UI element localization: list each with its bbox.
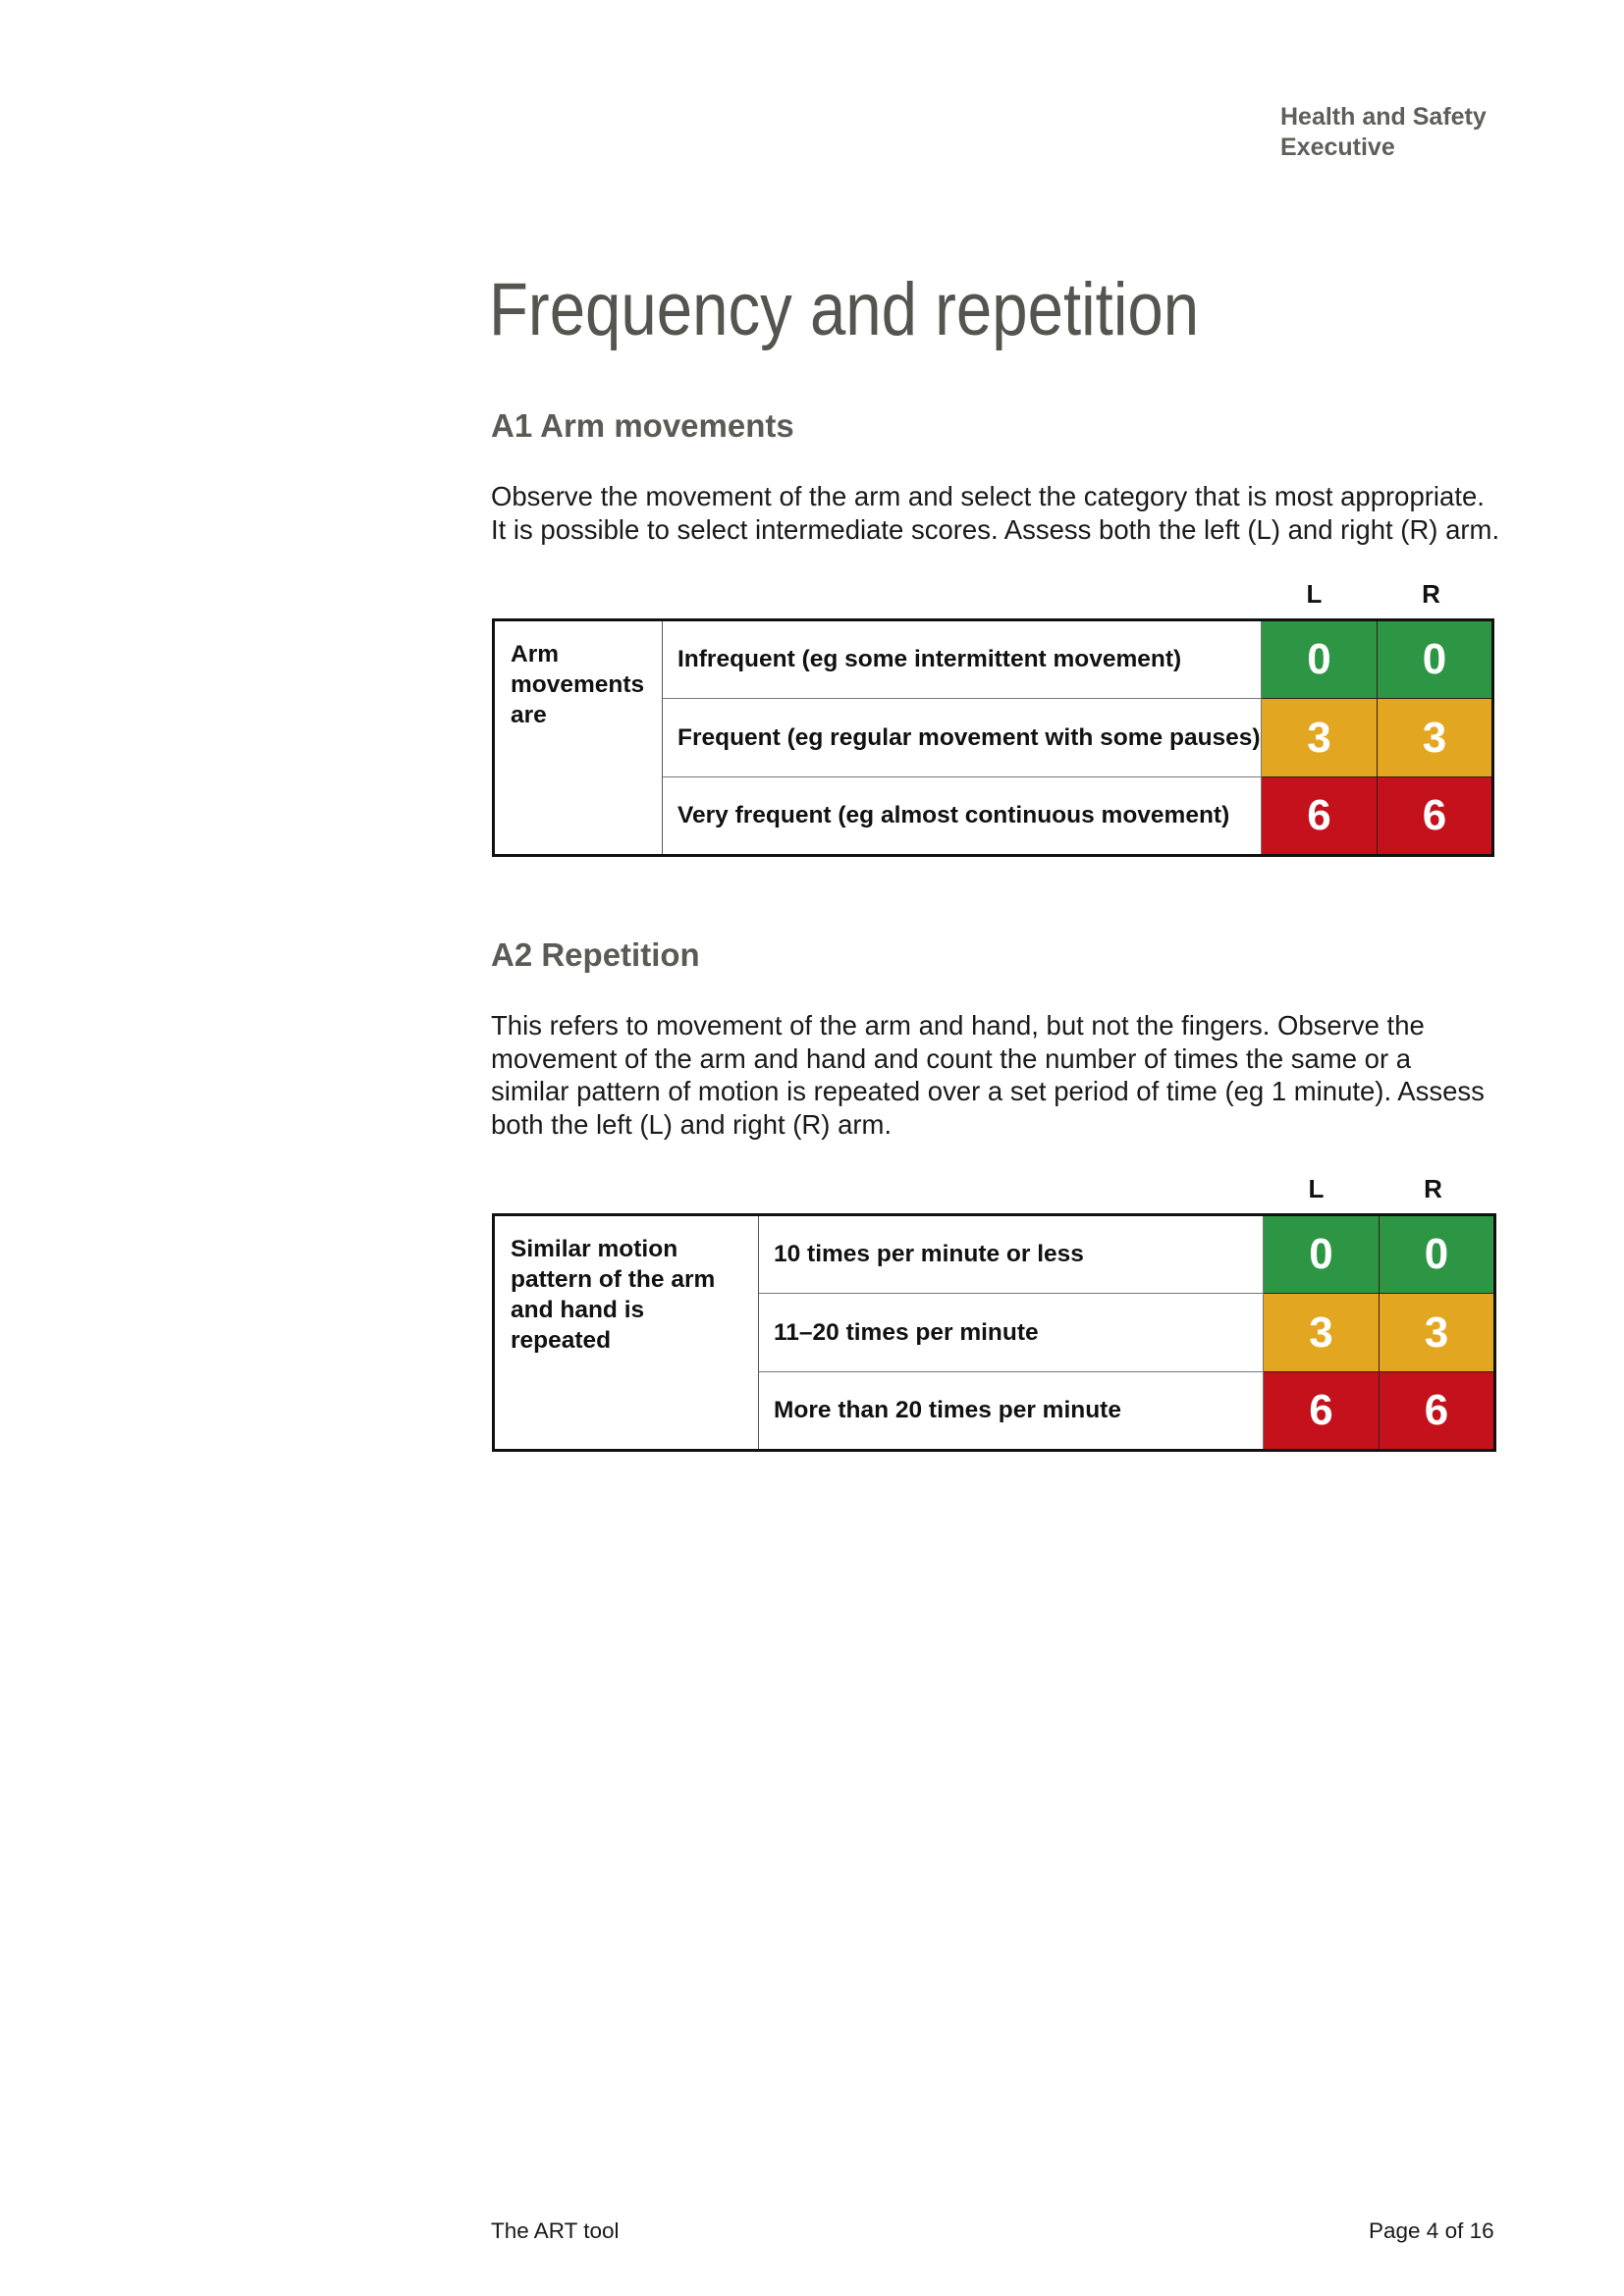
column-header-left: L — [1306, 579, 1323, 609]
intro-line: This refers to movement of the arm and hand, but not the fingers. Observe the — [491, 1010, 1425, 1041]
score-cell-left[interactable]: 6 — [1264, 1372, 1380, 1451]
score-cell-right[interactable]: 3 — [1380, 1294, 1495, 1372]
score-cell-left[interactable]: 3 — [1264, 1294, 1380, 1372]
score-table-a2 — [492, 1213, 1496, 1452]
section-heading-a2: A2 Repetition — [491, 936, 700, 973]
option-label: Very frequent (eg almost continuous movement) — [663, 777, 1262, 856]
intro-line: both the left (L) and right (R) arm. — [491, 1108, 893, 1140]
score-cell-right[interactable]: 6 — [1378, 777, 1493, 856]
score-cell-right[interactable]: 6 — [1380, 1372, 1495, 1451]
option-label: More than 20 times per minute — [759, 1372, 1264, 1451]
footer-document-name: The ART tool — [491, 2218, 620, 2243]
row-group-label: Similar motion pattern of the arm and hand is repeated — [494, 1215, 759, 1451]
table-row — [494, 1215, 1495, 1294]
score-cell-left[interactable]: 0 — [1262, 620, 1378, 699]
column-header-left: L — [1308, 1174, 1325, 1203]
intro-line: It is possible to select intermediate scores. Assess both the left (L) and right (R) arm. — [491, 513, 1500, 545]
option-label: Frequent (eg regular movement with some pauses) — [663, 699, 1262, 777]
score-cell-left[interactable]: 6 — [1262, 777, 1378, 856]
score-cell-right[interactable]: 3 — [1378, 699, 1493, 777]
column-header-right: R — [1424, 1174, 1442, 1203]
score-cell-left[interactable]: 3 — [1262, 699, 1378, 777]
column-header-right: R — [1422, 579, 1440, 609]
page-title: Frequency and repetition — [489, 268, 1200, 351]
score-cell-right[interactable]: 0 — [1380, 1215, 1495, 1294]
section-intro-a1 — [491, 480, 1502, 546]
section-intro-a2 — [491, 1009, 1502, 1141]
org-line-1: Health and Safety — [1280, 103, 1487, 131]
organisation-name — [1280, 102, 1487, 163]
option-label: 11–20 times per minute — [759, 1294, 1264, 1372]
footer-page-number: Page 4 of 16 — [1369, 2218, 1494, 2243]
score-table-a1 — [492, 618, 1494, 857]
option-label: 10 times per minute or less — [759, 1215, 1264, 1294]
org-line-2: Executive — [1280, 133, 1395, 161]
intro-line: movement of the arm and hand and count the number of times the same or a — [491, 1042, 1412, 1074]
section-heading-a1: A1 Arm movements — [491, 407, 794, 444]
intro-line: Observe the movement of the arm and select the category that is most appropriate. — [491, 481, 1485, 511]
intro-line: similar pattern of motion is repeated over a set period of time (eg 1 minute). Assess — [491, 1076, 1485, 1106]
table-row — [494, 620, 1493, 699]
score-cell-left[interactable]: 0 — [1264, 1215, 1380, 1294]
row-group-label: Arm movements are — [494, 620, 663, 856]
option-label: Infrequent (eg some intermittent movement) — [663, 620, 1262, 699]
score-cell-right[interactable]: 0 — [1378, 620, 1493, 699]
